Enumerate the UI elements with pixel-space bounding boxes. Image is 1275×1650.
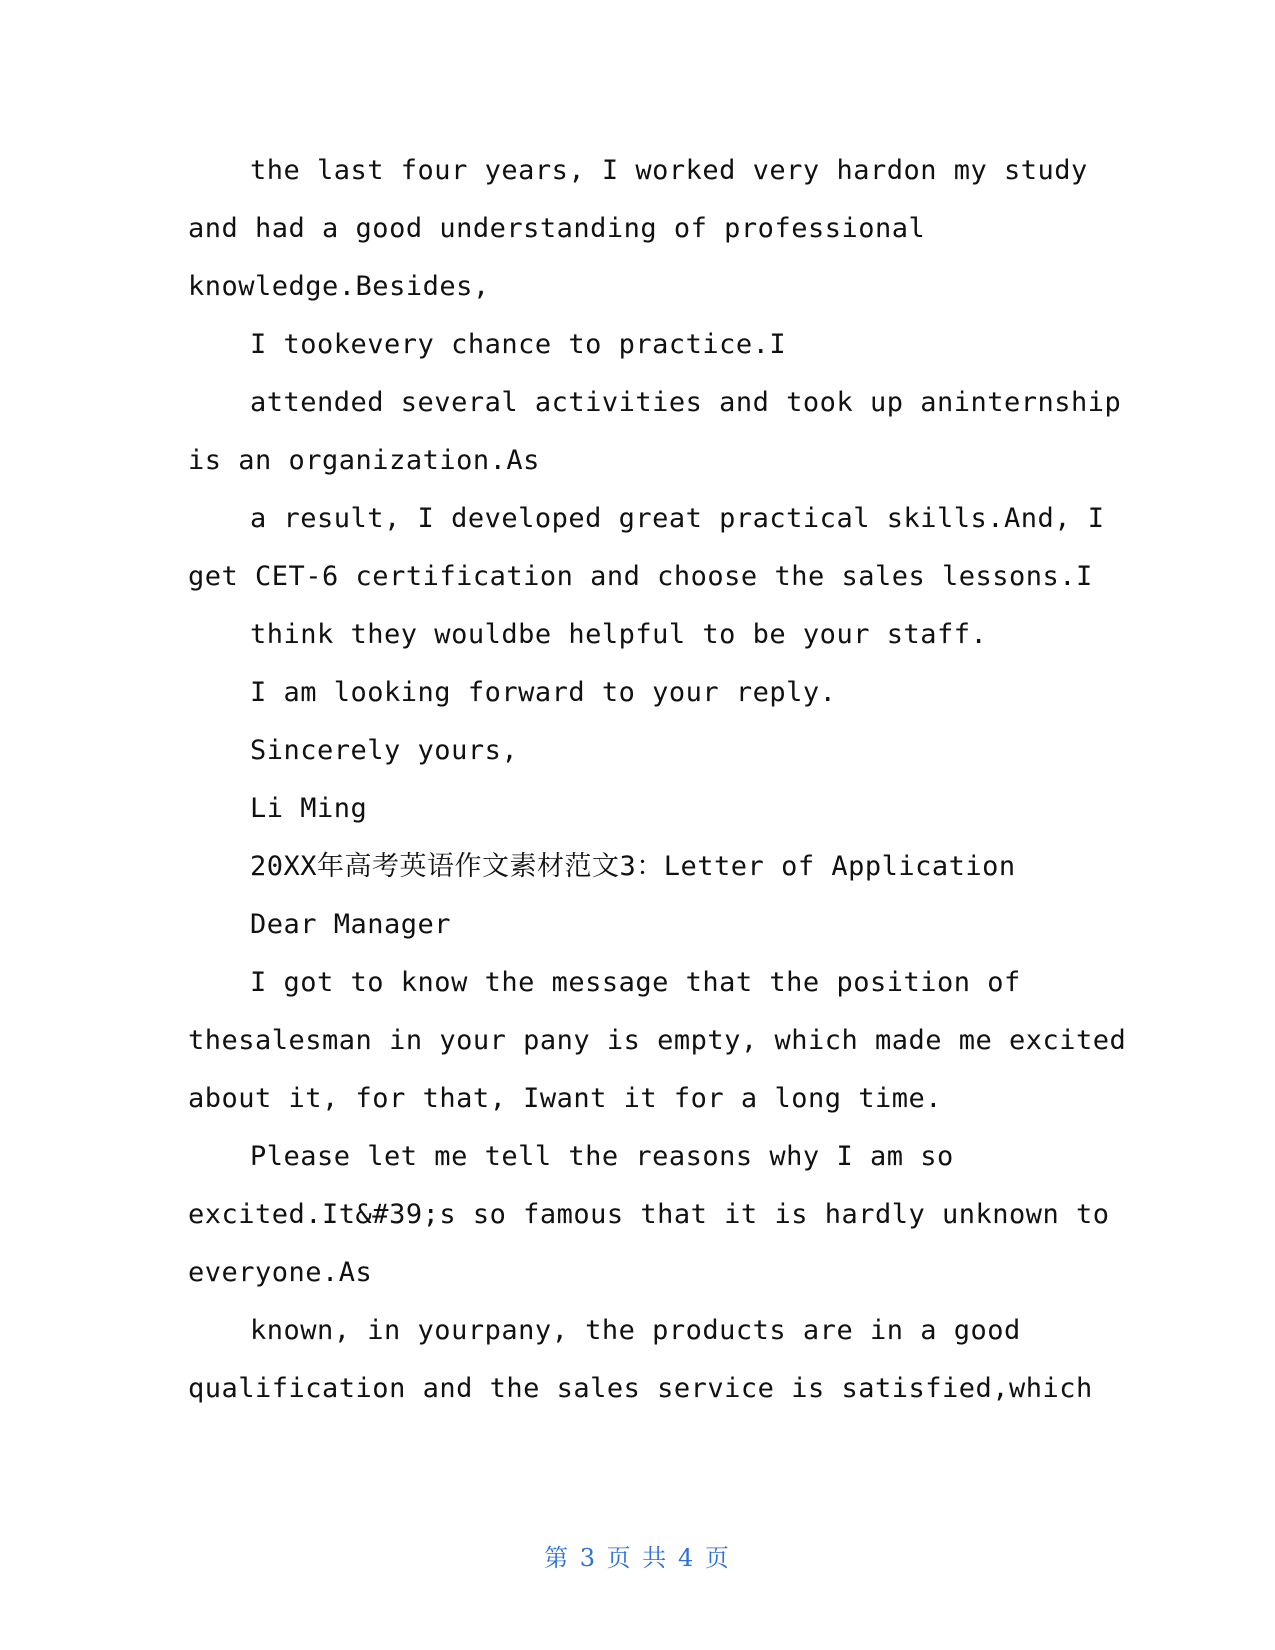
signature-name: Li Ming [250,793,368,824]
text-line: the last four years, I worked very hardon my study [250,155,1088,186]
text-line: attended several activities and took up aninternship [250,387,1122,418]
text-line: think they wouldbe helpful to be your staff. [250,619,988,650]
text-line: get CET-6 certification and choose the sales lessons.I [188,561,1093,592]
text-line: excited.It&#39;s so famous that it is hardly unknown to [188,1199,1110,1230]
text-line: is an organization.As [188,445,540,476]
text-line: a result, I developed great practical skills.And, I [250,503,1105,534]
text-line: thesalesman in your pany is empty, which made me excited [188,1025,1127,1056]
text-line: Please let me tell the reasons why I am so [250,1141,954,1172]
text-line: and had a good understanding of professional [188,213,926,244]
text-line: knowledge.Besides, [188,271,490,302]
text-line: I tookevery chance to practice.I [250,329,787,360]
text-line: qualification and the sales service is satisfied,which [188,1373,1093,1404]
salutation-line: Dear Manager [250,909,452,940]
closing-line: Sincerely yours, [250,735,519,766]
text-line: I am looking forward to your reply. [250,677,837,708]
text-line: known, in yourpany, the products are in a good [250,1315,1021,1346]
page-number-footer: 第 3 页 共 4 页 [544,1544,731,1572]
text-line: about it, for that, Iwant it for a long time. [188,1083,942,1114]
text-line: everyone.As [188,1257,373,1288]
text-line: I got to know the message that the position of [250,967,1021,998]
section-heading: 20XX年高考英语作文素材范文3：Letter of Application [250,851,1016,882]
